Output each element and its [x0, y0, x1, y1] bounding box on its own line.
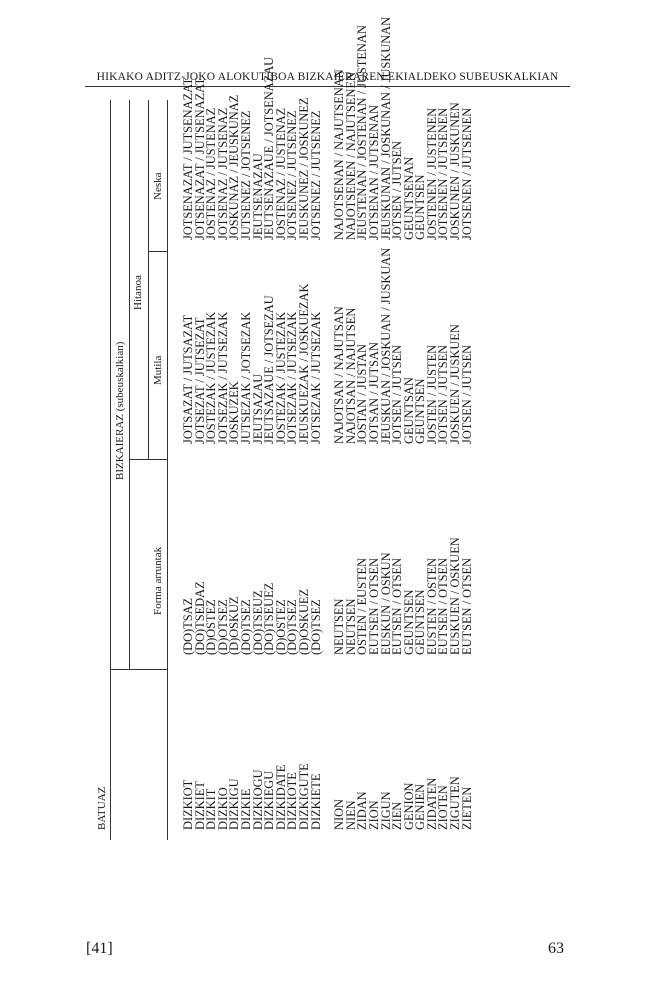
table-cell: JOSTEN / JUSTEN — [424, 344, 439, 444]
table-cell: NION — [332, 799, 347, 830]
table-cell: DIZKIET — [192, 781, 207, 830]
subheader-rule-1 — [129, 100, 130, 670]
table-cell: DIZKIGUTE — [296, 763, 311, 830]
table-cell: JOTSENAN / JUTSENAN — [366, 105, 381, 240]
table-cell: GEUNTSEN — [413, 174, 428, 240]
table-cell: (D)OTSEZ — [215, 599, 230, 655]
table-cell: DIZKIETE — [308, 773, 323, 830]
table-cell: DIZKIT — [204, 788, 219, 830]
table-cell: JOTSEN / JUTSEN — [436, 344, 451, 444]
table-cell: JOTSEN / JUTSEN — [390, 140, 405, 240]
column-mutila — [183, 248, 473, 444]
table-cell: NEUTSEN — [332, 598, 347, 655]
table-cell: DIZKIGU — [227, 778, 242, 830]
table-cell: GENIEN — [413, 783, 428, 830]
table-cell: JOSKUZEK — [227, 381, 242, 444]
table-cell: EUTSEN / OTSEN — [366, 557, 381, 655]
table-cell: JOSTEZAK / JUSTEZAK — [273, 311, 288, 444]
table-cell: JOTSENEN / JUTSENEN — [459, 107, 474, 240]
table-cell: ZIEN — [390, 801, 405, 830]
table-cell: DIZKIEGU — [262, 770, 277, 830]
table-cell: JOTSAN / JUTSAN — [366, 342, 381, 444]
table-cell: (DO)TSEUZ — [250, 590, 265, 655]
table-cell: JOTSEZAK / JUTSEZAK — [308, 311, 323, 444]
table-cell: (DO)TSEZ — [308, 599, 323, 655]
table-cell: JEUTSENAZAUE / JOTSENAZAU — [262, 56, 277, 240]
table-cell: ZIGUN — [378, 791, 393, 830]
table-cell: GENION — [401, 782, 416, 830]
table-cell: (DO)TSEZ — [285, 599, 300, 655]
table-cell: DIZKIOTE — [285, 772, 300, 830]
table-cell: JUTSEZAK / JOTSEZAK — [238, 311, 253, 444]
table-cell: EUSKUEN / OSKUEN — [448, 537, 463, 655]
table-cell: NAJOTSENEN / NAJUTSENEN — [343, 72, 358, 240]
table-cell: (DO)TSEUEZ — [262, 582, 277, 655]
table-top-rule — [110, 100, 111, 840]
column-forma-arruntak — [183, 537, 473, 655]
table-cell: JOSTENEN / JUSTENEN — [424, 107, 439, 240]
header-batuaz: BATUAZ — [96, 786, 108, 830]
header-mutila: Mutila — [152, 355, 164, 385]
table-cell: ZIDAN — [355, 791, 370, 830]
table-cell: JOTSENAZAT / JUTSENAZAT — [192, 77, 207, 240]
table-cell: JOTSENAZAT / JUTSENAZAT — [181, 77, 195, 240]
table-cell: JOSKUNEN / JUSKUNEN — [448, 102, 463, 240]
table-cell: JOSKUEN / JUSKUEN — [448, 324, 463, 444]
col-rule-2 — [129, 459, 167, 460]
col-rule-3 — [148, 251, 167, 252]
table-cell: JOTSENAZ / JUTSENAZ — [215, 107, 230, 240]
page-folio-bracketed: [41] — [86, 940, 113, 957]
table-cell: DIZKIE — [238, 788, 253, 830]
table-cell: JOTSEZAK / JUTSEZAK — [285, 311, 300, 444]
table-cell: JOSTAN / JUSTAN — [355, 344, 370, 444]
table-cell: JOSTENAZ / JUSTENAZ — [273, 107, 288, 240]
table-cell: GEUNTSEN — [413, 378, 428, 444]
table-cell: (D)OSTEZ — [273, 599, 288, 655]
table-cell: JOTSAZAT / JUTSAZAT — [181, 314, 195, 444]
table-cell: DIZKIOT — [181, 779, 195, 830]
table-cell: JEUSKUAN / JOSKUAN / JUSKUAN — [378, 247, 393, 444]
table-cell: NAJOTSENAN / NAJUTSENAN — [332, 69, 347, 240]
table-cell: EUTSEN / OTSEN — [390, 557, 405, 655]
table-cell: EUSTEN / OSTEN — [424, 557, 439, 655]
table-cell: NAJOTSAN / NAJUTSAN — [332, 306, 347, 444]
table-cell: (DO)TSEDAZ — [192, 581, 207, 655]
table-cell: JOTSEZAT / JUTSEZAT — [192, 317, 207, 444]
table-cell: ZIOTEN — [436, 785, 451, 830]
table-cell: EUSKUN / OSKUN — [378, 552, 393, 655]
table-cell: NAJOTSAN / NAJUTSEN — [343, 307, 358, 444]
table-cell: JOTSEN / JUTSEN — [459, 344, 474, 444]
table-cell: OSTEN / EUSTEN — [355, 557, 370, 655]
subheader-rule-2 — [148, 100, 149, 460]
table-cell: (D)OSKUZ — [227, 596, 242, 655]
header-forma-arruntak: Forma arruntak — [152, 546, 164, 615]
header-bizkaieraz: BIZKAIERAZ (subeuskalkian) — [114, 341, 126, 480]
table-cell: EUTSEN / OTSEN — [459, 557, 474, 655]
page-number: 63 — [548, 940, 564, 957]
table-cell: JUTSENEZ / JOTSENEZ — [238, 110, 253, 240]
table-cell: JEUTSAZAU — [250, 373, 265, 444]
table-cell: JOTSENEN / JUTSENEN — [436, 107, 451, 240]
col-rule-1 — [110, 669, 167, 670]
table-cell: ZION — [366, 800, 381, 830]
table-cell: (DO)TSAZ — [181, 597, 195, 655]
table-cell: GEUNTSEN — [413, 589, 428, 655]
table-cell: JEUTSENAZAU — [250, 153, 265, 240]
table-cell: JEUSKUNEZ / JOSKUNEZ — [296, 97, 311, 240]
header-bottom-rule — [167, 100, 168, 840]
table-cell: JOTSEZAK / JUTSEZAK — [215, 311, 230, 444]
table-cell: JEUSKUNAN / JOSKUNAN / JUSKUNAN — [378, 16, 393, 240]
table-cell: NEUTSEN — [343, 598, 358, 655]
table-cell: JOSKUNAZ / JEUSKUNAZ — [227, 94, 242, 240]
table-cell: DIZKIO — [215, 787, 230, 830]
table-cell: DIZKIDATE — [273, 764, 288, 830]
table-cell: JEUSKUEZAK / JOSKUEZAK — [296, 283, 311, 444]
table-cell: JOTSEN / JUTSEN — [390, 344, 405, 444]
table-cell: ZIDATEN — [424, 777, 439, 830]
table-cell: (D)OSKUEZ — [296, 588, 311, 655]
table-cell: NIEN — [343, 800, 358, 830]
table-cell: JOSTENAZ / JUSTENAZ — [204, 107, 219, 240]
table-cell: JOSTEZAK / JUSTEZAK — [204, 311, 219, 444]
table-cell: EUTSEN / OTSEN — [436, 557, 451, 655]
column-batuaz — [183, 763, 473, 830]
header-hitanoa: Hitanoa — [132, 275, 144, 310]
table-cell: JEUTSAZAUE / JOTSEZAU — [262, 295, 277, 444]
table-cell: DIZKIOGU — [250, 769, 265, 830]
table-cell: ZIETEN — [459, 786, 474, 830]
table-cell: JOTSENEZ / JUTSENEZ — [285, 110, 300, 240]
table-cell: GEUNTSENAN — [401, 156, 416, 240]
header-neska: Neska — [152, 172, 164, 200]
table-cell: ZIGUTEN — [448, 776, 463, 830]
running-head: HIKAKO ADITZ-JOKO ALOKUTIBOA BIZKAIERAREN EKIALDEKO SUBEUSKALKIAN — [96, 71, 559, 83]
table-cell: GEUNTSAN — [401, 377, 416, 444]
table-cell: GEUNTSEN — [401, 589, 416, 655]
table-cell: (D)OSTEZ — [204, 599, 219, 655]
table-cell: (DO)TSEZ — [238, 599, 253, 655]
column-neska — [183, 17, 473, 240]
table-cell: JEUSTENAN / JOSTENAN / JUSTENAN — [355, 25, 370, 240]
table-cell: JOTSENEZ / JUTSENEZ — [308, 110, 323, 240]
